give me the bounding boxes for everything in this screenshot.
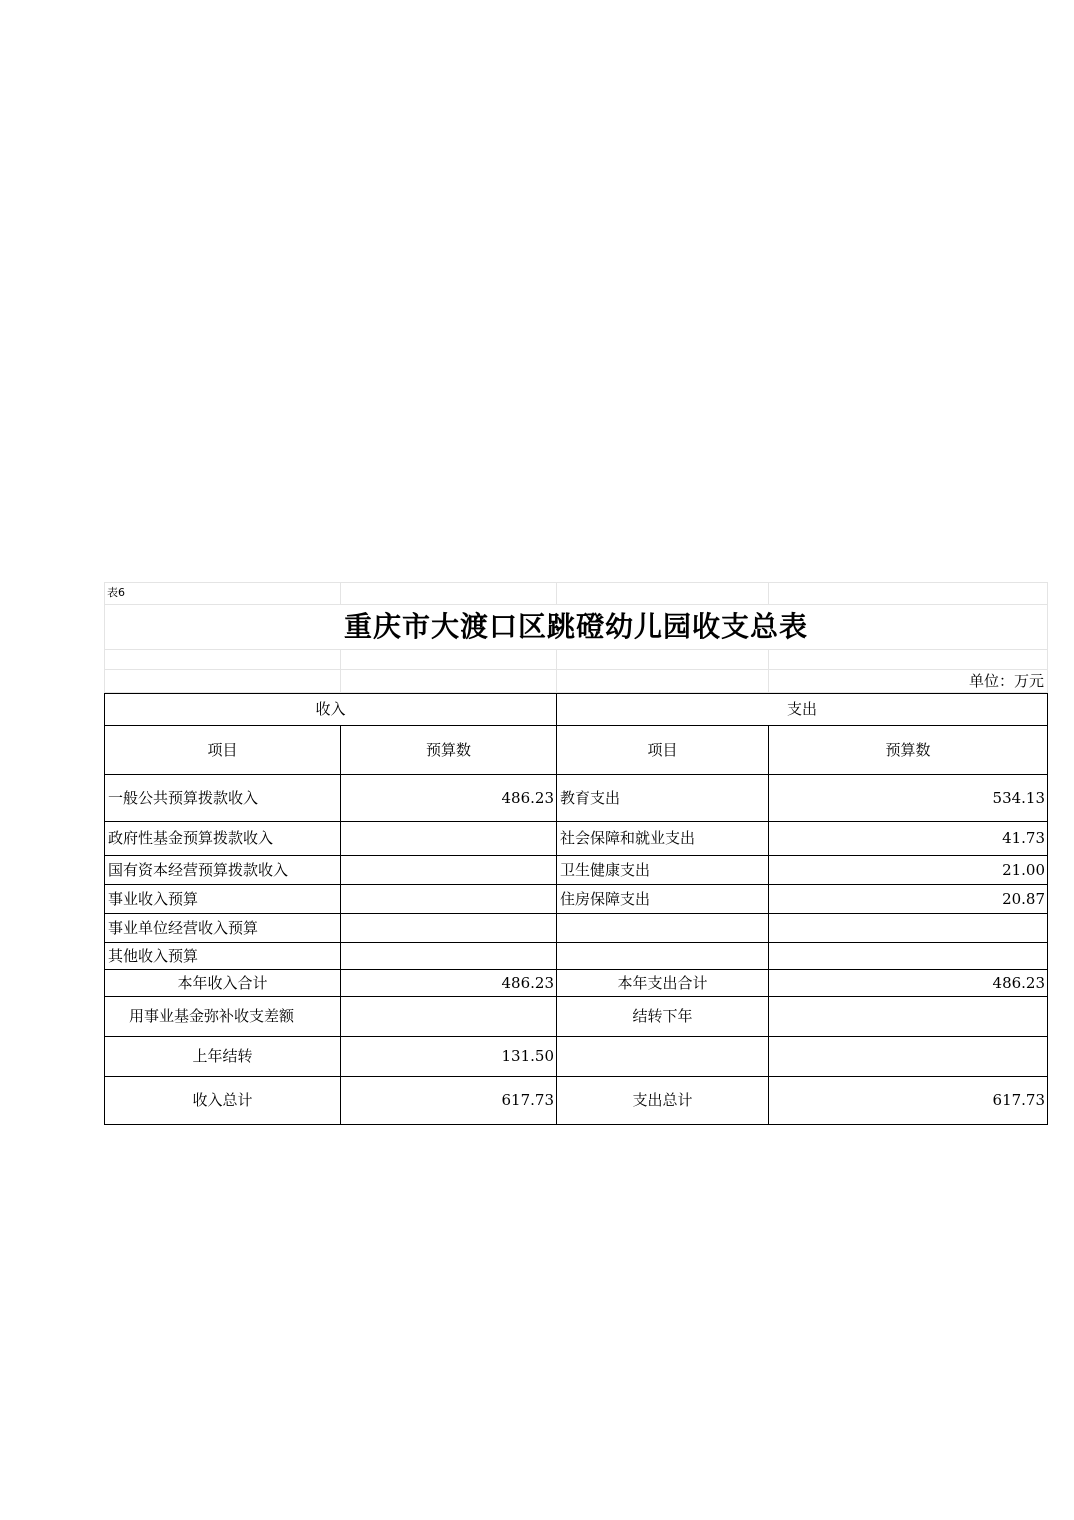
income-total-label: 收入总计	[105, 1077, 341, 1125]
unit-label: 单位：万元	[769, 670, 1048, 693]
table-row	[105, 914, 1048, 943]
income-total-value: 617.73	[341, 1077, 557, 1125]
expense-item: 社会保障和就业支出	[557, 822, 769, 856]
prev-carry-row	[105, 1037, 1048, 1077]
income-item-header: 项目	[105, 726, 341, 775]
income-value	[341, 885, 557, 914]
year-expense-label: 本年支出合计	[557, 970, 769, 997]
expense-value: 41.73	[769, 822, 1048, 856]
income-value	[341, 914, 557, 943]
income-item: 事业单位经营收入预算	[105, 914, 341, 943]
income-budget-header: 预算数	[341, 726, 557, 775]
fund-value	[341, 997, 557, 1037]
expense-value: 20.87	[769, 885, 1048, 914]
expense-item: 卫生健康支出	[557, 856, 769, 885]
income-item: 国有资本经营预算拨款收入	[105, 856, 341, 885]
income-expense-table	[104, 693, 1048, 1125]
table-row	[105, 822, 1048, 856]
fund-row	[105, 997, 1048, 1037]
expense-value: 534.13	[769, 775, 1048, 822]
income-header: 收入	[105, 694, 557, 726]
budget-sheet	[104, 582, 1047, 1125]
income-item: 事业收入预算	[105, 885, 341, 914]
income-item: 其他收入预算	[105, 943, 341, 970]
expense-total-label: 支出总计	[557, 1077, 769, 1125]
income-value	[341, 943, 557, 970]
income-value: 486.23	[341, 775, 557, 822]
year-income-label: 本年收入合计	[105, 970, 341, 997]
table-row	[105, 775, 1048, 822]
table-number: 表6	[105, 583, 341, 605]
year-total-row	[105, 970, 1048, 997]
expense-item	[557, 943, 769, 970]
fund-label: 用事业基金弥补收支差额	[105, 997, 341, 1037]
prev-carry-label: 上年结转	[105, 1037, 341, 1077]
expense-value: 21.00	[769, 856, 1048, 885]
expense-total-value: 617.73	[769, 1077, 1048, 1125]
carry-next-value	[769, 997, 1048, 1037]
year-income-value: 486.23	[341, 970, 557, 997]
sheet-header-grid	[104, 582, 1048, 693]
expense-value	[769, 914, 1048, 943]
income-item: 一般公共预算拨款收入	[105, 775, 341, 822]
page-title: 重庆市大渡口区跳磴幼儿园收支总表	[105, 605, 1048, 650]
expense-item: 住房保障支出	[557, 885, 769, 914]
year-expense-value: 486.23	[769, 970, 1048, 997]
table-row	[105, 885, 1048, 914]
table-row	[105, 856, 1048, 885]
expense-item	[557, 914, 769, 943]
expense-item-header: 项目	[557, 726, 769, 775]
income-value	[341, 856, 557, 885]
expense-item: 教育支出	[557, 775, 769, 822]
expense-budget-header: 预算数	[769, 726, 1048, 775]
income-item: 政府性基金预算拨款收入	[105, 822, 341, 856]
table-row	[105, 943, 1048, 970]
carry-next-label: 结转下年	[557, 997, 769, 1037]
prev-carry-value: 131.50	[341, 1037, 557, 1077]
income-value	[341, 822, 557, 856]
grand-total-row	[105, 1077, 1048, 1125]
expense-value	[769, 943, 1048, 970]
expense-header: 支出	[557, 694, 1048, 726]
